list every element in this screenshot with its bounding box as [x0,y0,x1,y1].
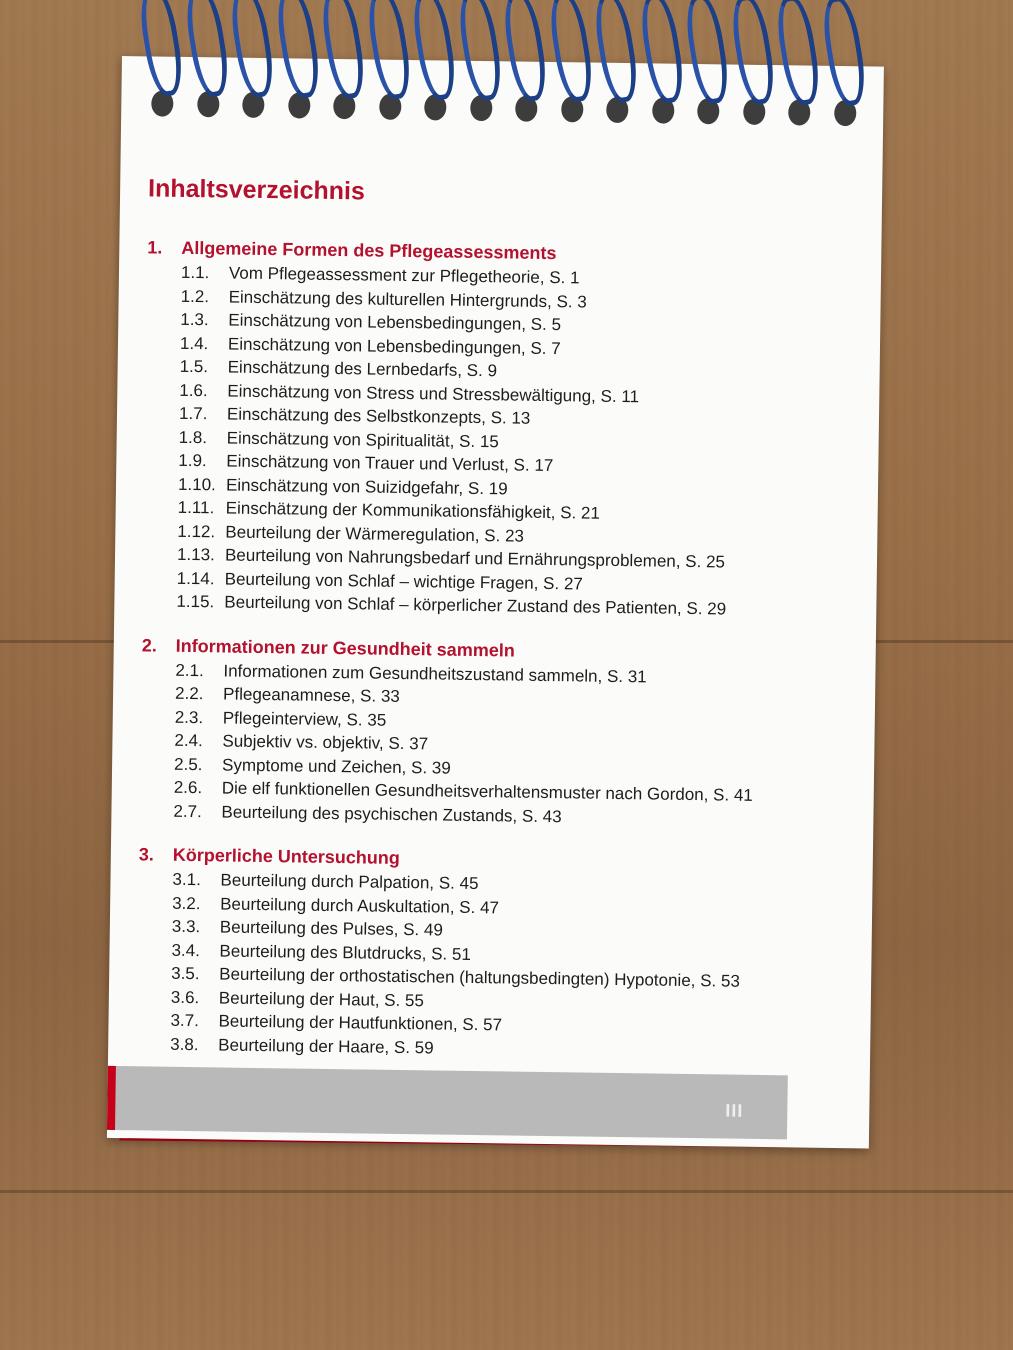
section-title: Informationen zur Gesundheit sammeln [175,635,515,661]
spiral-ring [773,0,824,107]
entry-text: Einschätzung von Trauer und Verlust, S. 17 [226,451,554,476]
entry-number: 2.3. [174,707,204,727]
page-footer-bar [107,1066,788,1139]
entry-number: 2.1. [175,660,204,680]
entry-number: 1.12. [177,521,216,541]
toc-title: Inhaltsverzeichnis [147,174,366,206]
entry-number: 3.5. [171,963,200,984]
entry-number: 1.1. [180,262,210,283]
spiral-ring [454,0,505,103]
entry-text: Beurteilung der Haare, S. 59 [218,1034,434,1057]
entry-text: Beurteilung des Blutdrucks, S. 51 [219,940,472,964]
entry-number: 1.15. [176,591,215,612]
spiral-ring [636,0,687,106]
spiral-binding [122,56,884,67]
entry-number: 3.8. [170,1034,199,1054]
entry-text: Pflegeinterview, S. 35 [222,707,387,730]
spiral-ring [318,0,369,101]
entry-text: Beurteilung des psychischen Zustands, S. 43 [221,801,562,826]
entry-text: Beurteilung durch Palpation, S. 45 [220,870,479,894]
entry-number: 1.6. [179,380,208,400]
entry-text: Einschätzung der Kommunikationsfähigkeit, S. 21 [225,498,601,523]
section-number: 3. [138,844,155,865]
entry-number: 1.8. [178,427,208,447]
spiral-ring [227,0,278,100]
entry-text: Beurteilung der Hautfunktionen, S. 57 [218,1011,503,1035]
entry-number: 1.14. [176,568,215,588]
entry-text: Beurteilung von Schlaf – wichtige Fragen, S. 27 [224,568,583,593]
entry-number: 2.7. [173,801,202,821]
entry-number: 1.4. [179,333,209,353]
toc-section [139,635,862,833]
entry-number: 3.6. [170,987,200,1007]
spiral-ring [136,0,187,99]
spiral-ring [272,0,323,100]
footer-red-edge [107,1066,116,1130]
entry-number: 3.7. [170,1010,200,1031]
toc-section [136,844,859,1065]
entry-number: 1.9. [178,450,207,471]
spiral-ring [181,0,232,99]
entry-text: Einschätzung von Lebensbedingungen, S. 7 [227,334,561,358]
section-number: 2. [141,634,157,656]
entry-number: 2.4. [174,730,203,751]
spiral-ring [500,0,551,104]
entry-text: Beurteilung des Pulses, S. 49 [219,917,443,940]
entry-text: Einschätzung von Spiritualität, S. 15 [226,427,499,451]
entry-number: 1.5. [179,356,209,377]
entry-text: Einschätzung des Lernbedarfs, S. 9 [227,357,498,381]
entry-text: Beurteilung der orthostatischen (haltungsbedingten) Hypotonie, S. 53 [219,964,741,991]
entry-text: Beurteilung von Schlaf – körperlicher Zustand des Patienten, S. 29 [224,592,727,619]
entry-text: Beurteilung von Nahrungsbedarf und Ernährungsproblemen, S. 25 [224,545,726,572]
spiral-ring [409,0,460,102]
entry-number: 3.2. [172,893,201,913]
entry-text: Beurteilung durch Auskultation, S. 47 [220,893,500,917]
section-number: 1. [147,237,163,258]
entry-text: Symptome und Zeichen, S. 39 [221,754,451,778]
table-of-contents [136,174,869,1087]
entry-number: 1.2. [180,286,210,306]
entry-text: Subjektiv vs. objektiv, S. 37 [222,731,429,754]
entry-text: Beurteilung der Haut, S. 55 [218,987,425,1010]
toc-sections [136,237,867,1065]
spiral-ring [682,0,733,106]
entry-number: 2.2. [174,683,204,704]
entry-number: 1.13. [176,544,215,565]
entry-text: Einschätzung von Stress und Stressbewältigung, S. 11 [227,381,640,406]
entry-text: Informationen zum Gesundheitszustand sammeln, S. 31 [223,660,647,686]
entry-number: 2.6. [173,777,203,798]
entry-number: 1.11. [177,497,215,518]
entry-number: 3.3. [171,916,201,937]
entry-text: Die elf funktionellen Gesundheitsverhaltensmuster nach Gordon, S. 41 [221,778,753,805]
entry-number: 2.5. [173,754,203,774]
section-title: Körperliche Untersuchung [172,844,401,868]
entry-number: 1.3. [180,309,209,330]
entry-text: Einschätzung des Selbstkonzepts, S. 13 [226,404,531,428]
entry-text: Einschätzung des kulturellen Hintergrunds, S. 3 [228,287,587,312]
entry-number: 3.1. [172,869,201,890]
entry-text: Einschätzung von Lebensbedingungen, S. 5 [228,310,562,335]
entry-text: Pflegeanamnese, S. 33 [222,684,400,706]
section-title: Allgemeine Formen des Pflegeassessments [181,237,557,264]
notebook-page [107,56,884,1149]
wood-plank-seam [0,1190,1013,1193]
spiral-ring [591,0,642,105]
entry-text: Einschätzung von Suizidgefahr, S. 19 [225,474,508,498]
spiral-ring [818,0,869,108]
entry-text: Beurteilung der Wärmeregulation, S. 23 [225,521,525,546]
entry-number: 1.7. [178,403,208,424]
spiral-ring [363,0,414,102]
entry-number: 1.10. [177,474,216,494]
toc-section [142,237,867,623]
spiral-ring [545,0,596,104]
page-number: III [725,1100,744,1121]
entry-text: Vom Pflegeassessment zur Pflegetheorie, S. 1 [228,263,580,288]
entry-number: 3.4. [171,940,201,960]
spiral-ring [727,0,778,107]
